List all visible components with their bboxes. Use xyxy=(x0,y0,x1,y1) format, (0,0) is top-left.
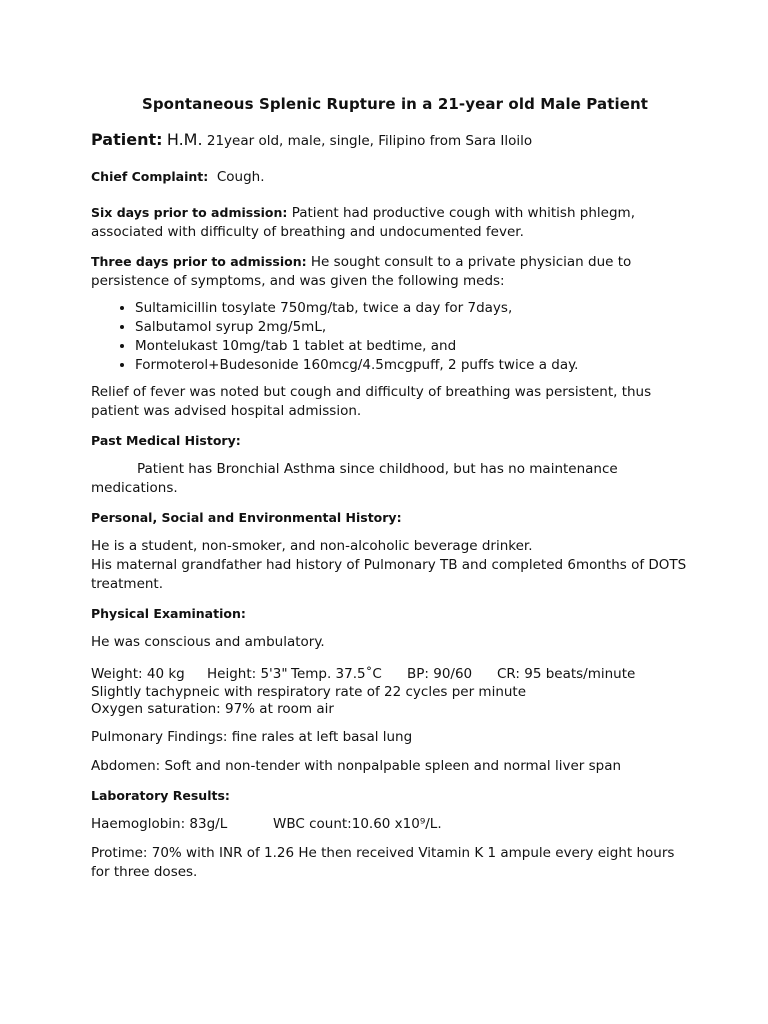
pulmonary-findings: Pulmonary Findings: fine rales at left basal lung xyxy=(91,729,413,745)
personal-social-heading: Personal, Social and Environmental History: xyxy=(91,510,402,525)
respiratory-line: Slightly tachypneic with respiratory rate of 22 cycles per minute xyxy=(91,684,527,700)
cardiac-rate-value: CR: 95 beats/minute xyxy=(497,666,636,682)
patient-label: Patient xyxy=(91,130,157,149)
general-survey: He was conscious and ambulatory. xyxy=(91,634,325,650)
oxygen-saturation-line: Oxygen saturation: 97% at room air xyxy=(91,701,334,717)
six-days-text: Patient had productive cough with whitish phlegm, associated with difficulty of breathing and undocumented fever. xyxy=(91,205,636,240)
personal-social-line: He is a student, non-smoker, and non-alcoholic beverage drinker. xyxy=(91,538,533,554)
abdomen-findings: Abdomen: Soft and non-tender with nonpalpable spleen and normal liver span xyxy=(91,758,622,774)
medication-list xyxy=(91,299,691,375)
medication-item: • Formoterol+Budesonide 160mcg/4.5mcgpuff, 2 puffs twice a day. xyxy=(135,356,691,375)
lab-values-line xyxy=(91,815,691,834)
patient-initials: H.M. xyxy=(166,130,203,149)
temperature-value: Temp. 37.5˚C xyxy=(291,666,382,682)
three-days-text: He sought consult to a private physician due to persistence of symptoms, and was given the following meds: xyxy=(91,254,632,289)
patient-details: 21year old, male, single, Filipino from Sara Iloilo xyxy=(206,133,533,149)
three-days-label: Three days prior to admission: xyxy=(91,254,307,269)
blood-pressure-value: BP: 90/60 xyxy=(407,666,473,682)
medication-item: • Sultamicillin tosylate 750mg/tab, twice a day for 7days, xyxy=(135,299,691,318)
three-days-paragraph xyxy=(91,252,691,291)
wbc-value: WBC count:10.60 x10⁹/L. xyxy=(273,816,442,832)
physical-exam-heading: Physical Examination: xyxy=(91,606,246,621)
protime-paragraph: Protime: 70% with INR of 1.26 He then received Vitamin K 1 ampule every eight hours for three doses. xyxy=(91,845,675,880)
lab-results-heading: Laboratory Results: xyxy=(91,788,230,803)
medication-item: • Montelukast 10mg/tab 1 tablet at bedtime, and xyxy=(135,337,691,356)
six-days-paragraph xyxy=(91,203,691,242)
chief-complaint-label: Chief Complaint: xyxy=(91,169,209,184)
family-history-line: His maternal grandfather had history of Pulmonary TB and completed 6months of DOTS treatment. xyxy=(91,557,687,592)
medication-item: • Salbutamol syrup 2mg/5mL, xyxy=(135,318,691,337)
past-medical-heading: Past Medical History: xyxy=(91,433,241,448)
case-report xyxy=(91,94,691,882)
relief-paragraph: Relief of fever was noted but cough and difficulty of breathing was persistent, thus patient was advised hospital admission. xyxy=(91,384,652,419)
hemoglobin-value: Haemoglobin: 83g/L xyxy=(91,816,228,832)
height-value: Height: 5'3" xyxy=(207,666,288,682)
past-medical-text: Patient has Bronchial Asthma since childhood, but has no maintenance medications. xyxy=(91,461,618,496)
chief-complaint-value: Cough. xyxy=(216,169,265,185)
vital-signs-line xyxy=(91,665,691,684)
chief-complaint xyxy=(91,167,691,187)
document-title: Spontaneous Splenic Rupture in a 21-year old Male Patient xyxy=(141,95,649,113)
patient-line: Patient: H.M. 21year old, male, single, Filipino from Sara Iloilo xyxy=(91,130,533,149)
weight-value: Weight: 40 kg xyxy=(91,666,185,682)
six-days-label: Six days prior to admission: xyxy=(91,205,288,220)
